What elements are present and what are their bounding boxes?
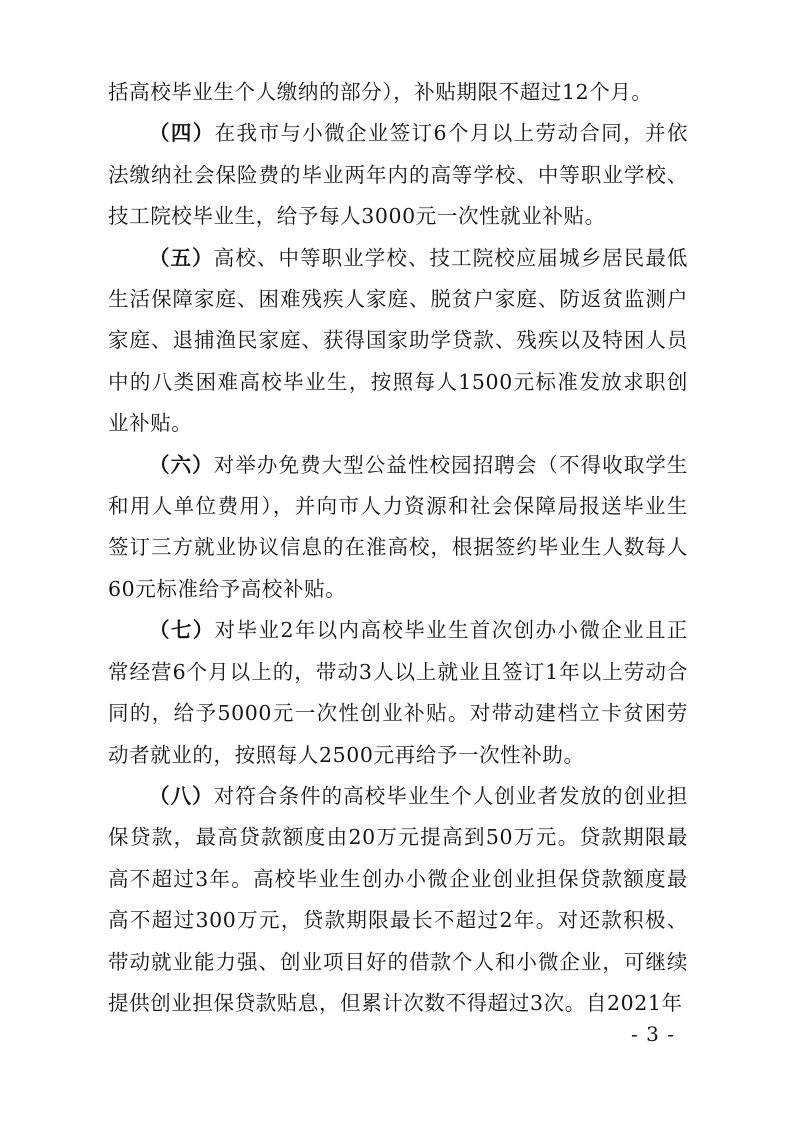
paragraph-5 xyxy=(108,238,688,445)
paragraph-label: （五） xyxy=(149,245,214,270)
paragraph-label: （四） xyxy=(149,121,215,146)
paragraph-label: （七） xyxy=(149,618,215,643)
paragraph-text: 括高校毕业生个人缴纳的部分），补贴期限不超过12个月。 xyxy=(108,80,653,104)
body-text xyxy=(108,72,688,1024)
paragraph-7 xyxy=(108,610,688,776)
paragraph-text: 高校、中等职业学校、技工院校应届城乡居民最低生活保障家庭、困难残疾人家庭、脱贫户家庭、防返贫监测户家庭、退捕渔民家庭、获得国家助学贷款、残疾以及特困人员中的八类困难高校毕业生，按照每人1500元标准发放求职创业补贴。 xyxy=(108,245,688,436)
paragraph-label: （六） xyxy=(149,452,214,477)
paragraph-text: 对举办免费大型公益性校园招聘会（不得收取学生和用人单位费用），并向市人力资源和社会保障局报送毕业生签订三方就业协议信息的在淮高校，根据签约毕业生人数每人60元标准给予高校补贴。 xyxy=(108,452,688,601)
paragraph-text: 对毕业2年以内高校毕业生首次创办小微企业且正常经营6个月以上的，带动3人以上就业且签订1年以上劳动合同的，给予5000元一次性创业补贴。对带动建档立卡贫困劳动者就业的，按照每人2500元再给予一次性补助。 xyxy=(108,618,688,767)
paragraph-6 xyxy=(108,445,688,611)
paragraph-4 xyxy=(108,113,688,237)
paragraph-label: （八） xyxy=(149,783,214,808)
paragraph-continuation xyxy=(108,72,688,113)
paragraph-8 xyxy=(108,776,688,1024)
paragraph-text: 在我市与小微企业签订6个月以上劳动合同，并依法缴纳社会保险费的毕业两年内的高等学校、中等职业学校、技工院校毕业生，给予每人3000元一次性就业补贴。 xyxy=(108,121,688,229)
paragraph-text: 对符合条件的高校毕业生个人创业者发放的创业担保贷款，最高贷款额度由20万元提高到50万元。贷款期限最高不超过3年。高校毕业生创办小微企业创业担保贷款额度最高不超过300万元，贷款期限最长不超过2年。对还款积极、带动就业能力强、创业项目好的借款个人和小微企业，可继续提供创业担保贷款贴息，但累计次数不得超过3次。自2021年 xyxy=(108,783,688,1015)
page-number: - 3 - xyxy=(631,1022,675,1046)
